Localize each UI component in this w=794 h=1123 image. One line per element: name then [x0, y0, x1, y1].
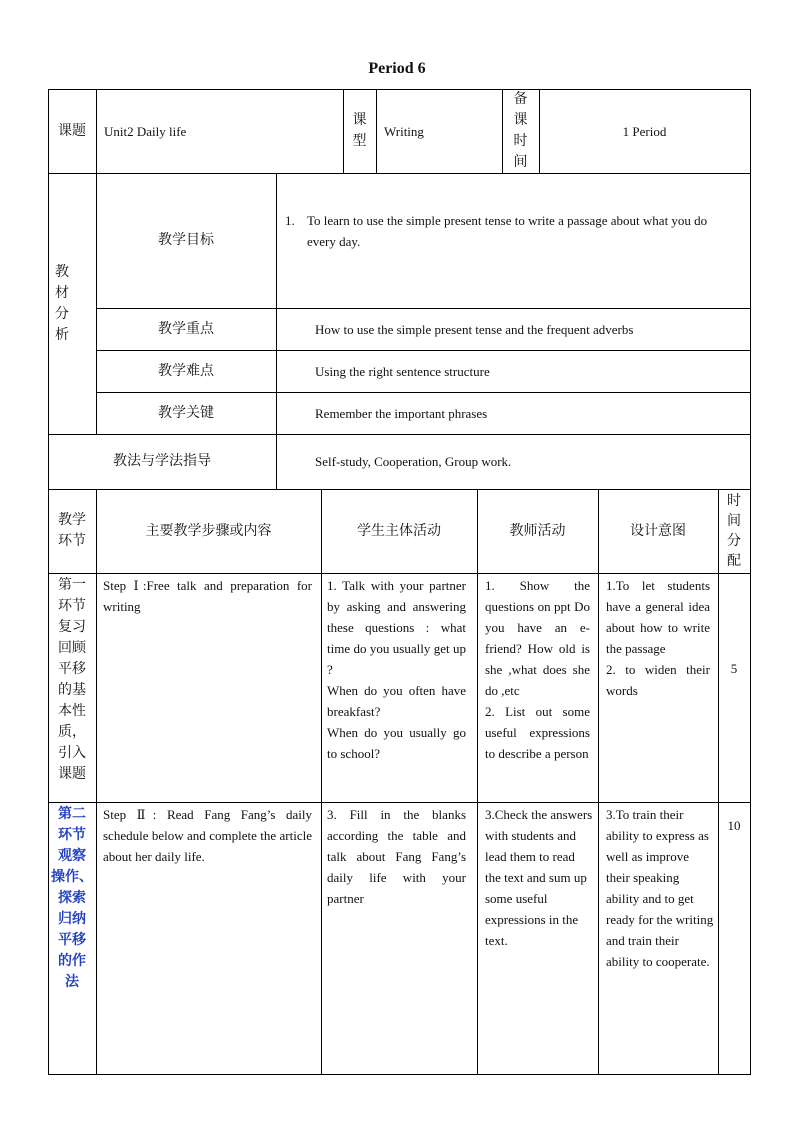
difficulty-content: Using the right sentence structure [315, 363, 490, 379]
step-content: Step Ⅰ:Free talk and preparation for writing [103, 578, 312, 614]
content-header: 主要教学步骤或内容 [145, 522, 272, 539]
time-allocation: 5 [730, 660, 738, 676]
page-title: Period 6 [368, 60, 426, 77]
type-value: Writing [384, 123, 424, 139]
stage-label: 第二 环节 观察 操作、 探索 归纳 平移 的作 法 [51, 806, 93, 990]
key-point-label: 教学重点 [158, 320, 214, 337]
stage-label: 第一 环节 复习 回顾 平移 的基 本性 质， 引入 课题 [58, 577, 86, 782]
method-label: 教法与学法指导 [113, 453, 211, 469]
prep-time-label: 备 课 时 间 [513, 91, 528, 170]
key-link-content: Remember the important phrases [315, 405, 488, 421]
teacher-activity: 3.Check the answers with students and lead them to read the text and sum up some useful expressions in the text. [485, 807, 593, 948]
analysis-section-label: 教 材 分 析 [55, 264, 69, 343]
key-point-content: How to use the simple present tense and the frequent adverbs [315, 321, 634, 337]
objective-label: 教学目标 [158, 232, 214, 248]
student-activity: 3. Fill in the blanks according the table and talk about Fang Fang’s daily life with your partner [327, 807, 466, 906]
design-intent: 3.To train their ability to express as well as improve their speaking ability and to get ready for the writing and train their ability to cooperate. [606, 807, 714, 969]
time-allocation: 10 [727, 817, 741, 833]
step-content: Step Ⅱ: Read Fang Fang’s daily schedule below and complete the article about her daily life. [103, 807, 312, 864]
key-link-label: 教学关键 [158, 404, 214, 421]
type-label: 课 型 [352, 112, 367, 149]
objective-number: 1. [285, 213, 295, 228]
time-header: 时 间 分 配 [727, 493, 741, 569]
design-intent-header: 设计意图 [630, 522, 686, 539]
difficulty-label: 教学难点 [158, 362, 214, 379]
objective-content: To learn to use the simple present tense to write a passage about what you do every day. [307, 213, 708, 249]
stage-header: 教学 环节 [58, 512, 86, 549]
topic-value: Unit2 Daily life [104, 123, 187, 139]
teacher-activity: 1. Show the questions on ppt Do you have an e-friend? How old is she ,what does she do ,etc 2. List out some useful expressions to describe a person [485, 578, 590, 761]
prep-time-value: 1 Period [622, 123, 667, 139]
topic-label: 课题 [58, 122, 86, 139]
teacher-activity-header: 教师活动 [509, 522, 566, 539]
student-activity: 1. Talk with your partner by asking and answering these questions : what time do you usually get up ? When do you often have breakfast? When do you usually go to school? [327, 578, 466, 761]
design-intent: 1.To let students have a general idea about how to write the passage 2. to widen their words [606, 578, 710, 698]
method-content: Self-study, Cooperation, Group work. [315, 454, 512, 469]
student-activity-header: 学生主体活动 [357, 522, 441, 539]
